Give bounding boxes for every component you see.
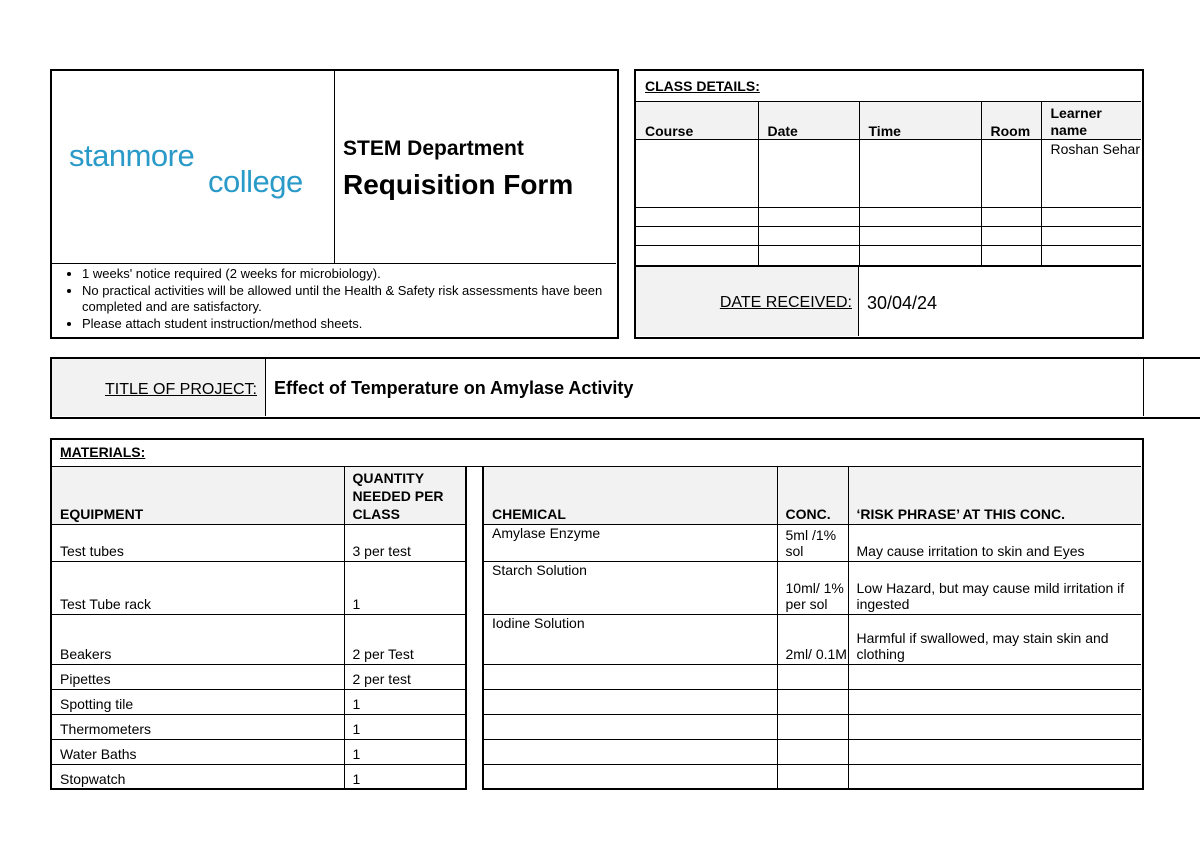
date-received-value-cell — [859, 265, 1141, 336]
chemical-header: CHEMICAL — [484, 467, 777, 524]
materials-box — [50, 438, 1144, 790]
equipment-item: Test Tube rack — [52, 561, 344, 614]
project-title-box — [50, 357, 1200, 419]
column-course: Course — [636, 101, 758, 139]
learner-name-value: Roshan Sehar — [1041, 139, 1141, 207]
risk-phrase-header: ‘RISK PHRASE’ AT THIS CONC. — [848, 467, 1141, 524]
chemical-risk: May cause irritation to skin and Eyes — [848, 524, 1141, 561]
equipment-qty: 2 per test — [344, 664, 465, 689]
concentration-header: CONC. — [777, 467, 848, 524]
note-item: • No practical activities will be allowed until the Health & Safety risk assessments have been completed and are satisfactory. — [82, 283, 616, 316]
header-box — [50, 69, 619, 339]
materials-heading: MATERIALS: — [60, 444, 146, 460]
materials-heading-cell — [52, 440, 1141, 467]
column-learner-name: Learner name — [1041, 101, 1141, 139]
time-value[interactable] — [859, 139, 981, 207]
equipment-item: Water Baths — [52, 739, 344, 764]
chemical-name: Iodine Solution — [484, 614, 777, 664]
note-item: • 1 weeks' notice required (2 weeks for microbiology). — [82, 266, 616, 283]
column-time: Time — [859, 101, 981, 139]
equipment-item: Pipettes — [52, 664, 344, 689]
equipment-qty: 1 — [344, 714, 465, 739]
notes-list — [52, 266, 616, 332]
date-value[interactable] — [758, 139, 859, 207]
chemical-risk: Low Hazard, but may cause mild irritation if ingested — [848, 561, 1141, 614]
chemical-name: Starch Solution — [484, 561, 777, 614]
quantity-header: QUANTITY NEEDED PER CLASS — [344, 467, 465, 524]
department-name: STEM Department — [343, 137, 524, 160]
project-title-label: TITLE OF PROJECT: — [104, 381, 257, 398]
equipment-qty: 1 — [344, 764, 465, 788]
notes-cell — [52, 263, 616, 336]
project-title-label-cell — [52, 359, 266, 416]
note-item: • Please attach student instruction/method sheets. — [82, 316, 616, 333]
equipment-item: Thermometers — [52, 714, 344, 739]
college-logo — [69, 138, 303, 199]
form-title: Requisition Form — [343, 169, 574, 200]
chemical-risk: Harmful if swallowed, may stain skin and clothing — [848, 614, 1141, 664]
project-title-value: Effect of Temperature on Amylase Activity — [266, 359, 1144, 416]
chemical-name: Amylase Enzyme — [484, 524, 777, 561]
equipment-table — [52, 467, 465, 788]
equipment-qty: 1 — [344, 739, 465, 764]
room-value[interactable] — [981, 139, 1041, 207]
equipment-item: Test tubes — [52, 524, 344, 561]
equipment-item: Beakers — [52, 614, 344, 664]
logo-line-1: stanmore — [69, 138, 195, 173]
equipment-item: Spotting tile — [52, 689, 344, 714]
chemical-conc: 10ml/ 1% per sol — [777, 561, 848, 614]
logo-cell — [52, 71, 335, 263]
date-received-value: 30/04/24 — [867, 293, 938, 313]
course-value[interactable] — [636, 139, 758, 207]
equipment-qty: 2 per Test — [344, 614, 465, 664]
date-received-label-cell — [636, 265, 859, 336]
column-date: Date — [758, 101, 859, 139]
equipment-qty: 1 — [344, 689, 465, 714]
equipment-header: EQUIPMENT — [52, 467, 344, 524]
materials-divider — [465, 467, 484, 790]
class-details-box — [634, 69, 1144, 339]
chemical-conc: 2ml/ 0.1M — [777, 614, 848, 664]
equipment-qty: 1 — [344, 561, 465, 614]
class-details-heading: CLASS DETAILS: — [645, 77, 760, 94]
logo-line-2: college — [208, 164, 303, 199]
title-cell — [335, 71, 616, 263]
class-details-table — [636, 71, 1141, 265]
chemical-conc: 5ml /1% sol — [777, 524, 848, 561]
date-received-label: DATE RECEIVED: — [719, 294, 852, 311]
chemical-table — [484, 467, 1141, 788]
equipment-item: Stopwatch — [52, 764, 344, 788]
column-room: Room — [981, 101, 1041, 139]
equipment-qty: 3 per test — [344, 524, 465, 561]
